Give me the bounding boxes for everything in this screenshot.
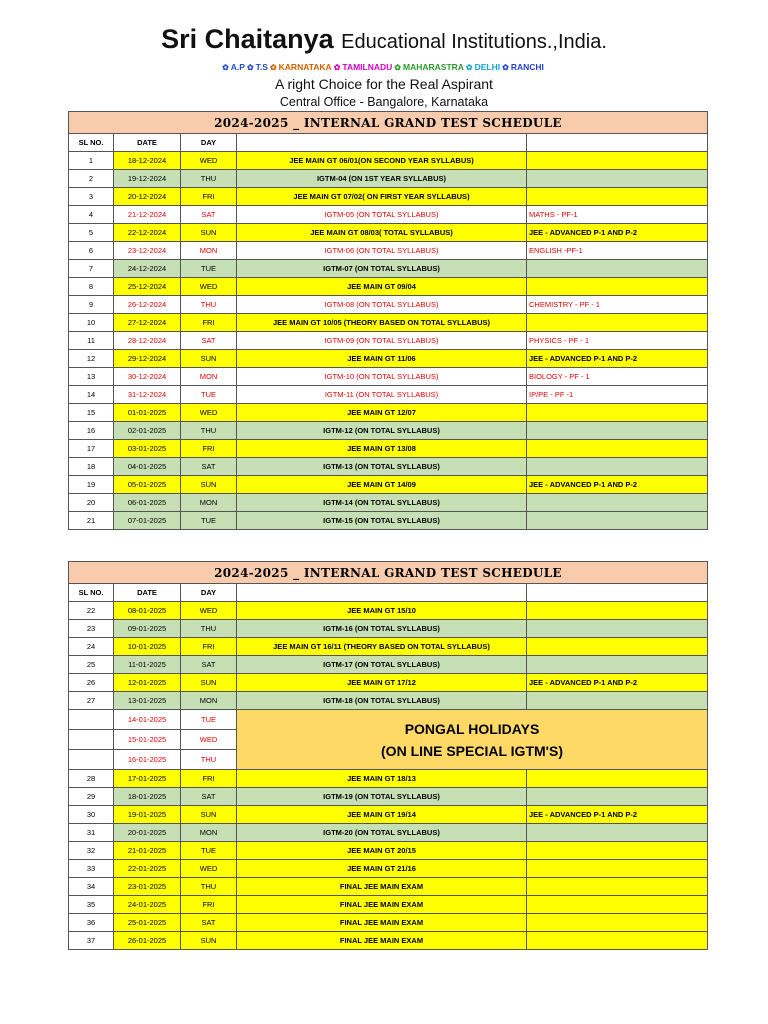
note-cell [527, 152, 708, 170]
test-cell: JEE MAIN GT 13/08 [237, 440, 527, 458]
day-cell: FRI [181, 440, 237, 458]
date-cell: 10-01-2025 [114, 638, 181, 656]
date-cell: 22-01-2025 [114, 860, 181, 878]
table-row [69, 188, 708, 206]
day-cell: SUN [181, 350, 237, 368]
note-cell [527, 422, 708, 440]
note-cell: ENGLISH -PF-1 [527, 242, 708, 260]
table-row [69, 386, 708, 404]
column-header-slno: SL NO. [69, 584, 114, 602]
date-cell: 24-12-2024 [114, 260, 181, 278]
day-cell: TUE [181, 386, 237, 404]
date-cell: 19-12-2024 [114, 170, 181, 188]
date-cell: 21-01-2025 [114, 842, 181, 860]
serial-number: 37 [69, 932, 114, 950]
note-cell [527, 440, 708, 458]
table-row [69, 692, 708, 710]
table-row [69, 860, 708, 878]
date-cell: 24-01-2025 [114, 896, 181, 914]
serial-number: 17 [69, 440, 114, 458]
test-cell: IGTM-12 (ON TOTAL SYLLABUS) [237, 422, 527, 440]
serial-number: 16 [69, 422, 114, 440]
date-cell: 13-01-2025 [114, 692, 181, 710]
note-cell: CHEMISTRY - PF - 1 [527, 296, 708, 314]
note-cell: IP/PE - PF -1 [527, 386, 708, 404]
test-cell: IGTM-07 (ON TOTAL SYLLABUS) [237, 260, 527, 278]
states-list [0, 61, 768, 74]
date-cell: 01-01-2025 [114, 404, 181, 422]
serial-number: 1 [69, 152, 114, 170]
table-row [69, 824, 708, 842]
note-cell: JEE - ADVANCED P-1 AND P-2 [527, 806, 708, 824]
day-cell: THU [181, 878, 237, 896]
day-cell: FRI [181, 188, 237, 206]
day-cell: FRI [181, 896, 237, 914]
day-cell: SAT [181, 332, 237, 350]
table-row [69, 224, 708, 242]
central-office: Central Office - Bangalore, Karnataka [279, 95, 489, 109]
day-cell: THU [181, 620, 237, 638]
date-cell: 03-01-2025 [114, 440, 181, 458]
note-cell [527, 896, 708, 914]
test-cell: IGTM-20 (ON TOTAL SYLLABUS) [237, 824, 527, 842]
day-cell: SAT [181, 206, 237, 224]
date-cell: 21-12-2024 [114, 206, 181, 224]
day-cell: WED [181, 602, 237, 620]
test-cell: JEE MAIN GT 17/12 [237, 674, 527, 692]
state-label: KARNATAKA [278, 62, 332, 72]
holiday-row [69, 710, 708, 730]
date-cell: 29-12-2024 [114, 350, 181, 368]
date-cell: 26-12-2024 [114, 296, 181, 314]
test-cell: JEE MAIN GT 21/16 [237, 860, 527, 878]
table-row [69, 674, 708, 692]
table-row [69, 656, 708, 674]
test-cell: IGTM-14 (ON TOTAL SYLLABUS) [237, 494, 527, 512]
day-cell: SAT [181, 656, 237, 674]
test-cell: IGTM-15 (ON TOTAL SYLLABUS) [237, 512, 527, 530]
note-cell [527, 314, 708, 332]
note-cell [527, 512, 708, 530]
note-cell [527, 278, 708, 296]
day-cell: THU [181, 170, 237, 188]
day-cell: FRI [181, 770, 237, 788]
test-cell: JEE MAIN GT 09/04 [237, 278, 527, 296]
note-cell: JEE - ADVANCED P-1 AND P-2 [527, 224, 708, 242]
table-row [69, 278, 708, 296]
table-title: 2024-2025 _ INTERNAL GRAND TEST SCHEDULE [69, 112, 708, 134]
table-row [69, 878, 708, 896]
day-cell: WED [181, 278, 237, 296]
serial-number [69, 730, 114, 750]
date-cell: 23-12-2024 [114, 242, 181, 260]
day-cell: WED [181, 730, 237, 750]
date-cell: 02-01-2025 [114, 422, 181, 440]
date-cell: 28-12-2024 [114, 332, 181, 350]
day-cell: MON [181, 692, 237, 710]
serial-number: 6 [69, 242, 114, 260]
state-label: MAHARASTRA [403, 62, 464, 72]
table-row [69, 350, 708, 368]
day-cell: FRI [181, 638, 237, 656]
note-cell [527, 494, 708, 512]
test-cell: FINAL JEE MAIN EXAM [237, 878, 527, 896]
note-cell [527, 770, 708, 788]
table-row [69, 932, 708, 950]
date-cell: 27-12-2024 [114, 314, 181, 332]
day-cell: TUE [181, 512, 237, 530]
table-row [69, 842, 708, 860]
serial-number: 11 [69, 332, 114, 350]
test-cell: IGTM-11 (ON TOTAL SYLLABUS) [237, 386, 527, 404]
date-cell: 15-01-2025 [114, 730, 181, 750]
serial-number: 25 [69, 656, 114, 674]
day-cell: MON [181, 494, 237, 512]
column-header-slno: SL NO. [69, 134, 114, 152]
serial-number: 15 [69, 404, 114, 422]
test-cell: IGTM-08 (ON TOTAL SYLLABUS) [237, 296, 527, 314]
day-cell: THU [181, 750, 237, 770]
serial-number: 27 [69, 692, 114, 710]
state-label: RANCHI [510, 62, 544, 72]
date-cell: 22-12-2024 [114, 224, 181, 242]
state-label: A.P [230, 62, 245, 72]
test-cell: IGTM-05 (ON TOTAL SYLLABUS) [237, 206, 527, 224]
table-row [69, 440, 708, 458]
table-row [69, 422, 708, 440]
serial-number: 14 [69, 386, 114, 404]
table-row [69, 620, 708, 638]
table-row [69, 476, 708, 494]
test-cell: JEE MAIN GT 19/14 [237, 806, 527, 824]
column-header-test [237, 134, 527, 152]
tagline: A right Choice for the Real Aspirant [275, 76, 493, 92]
serial-number: 34 [69, 878, 114, 896]
table-row [69, 260, 708, 278]
day-cell: MON [181, 242, 237, 260]
note-cell: JEE - ADVANCED P-1 AND P-2 [527, 476, 708, 494]
test-cell: IGTM-18 (ON TOTAL SYLLABUS) [237, 692, 527, 710]
date-cell: 26-01-2025 [114, 932, 181, 950]
table-row [69, 788, 708, 806]
test-cell: IGTM-06 (ON TOTAL SYLLABUS) [237, 242, 527, 260]
holiday-title: PONGAL HOLIDAYS [404, 720, 540, 737]
note-cell [527, 914, 708, 932]
table-row [69, 494, 708, 512]
serial-number: 12 [69, 350, 114, 368]
flower-icon: ✿ [465, 63, 473, 72]
serial-number: 31 [69, 824, 114, 842]
serial-number: 3 [69, 188, 114, 206]
day-cell: TUE [181, 710, 237, 730]
date-cell: 25-12-2024 [114, 278, 181, 296]
note-cell [527, 692, 708, 710]
serial-number: 23 [69, 620, 114, 638]
day-cell: MON [181, 368, 237, 386]
day-cell: MON [181, 824, 237, 842]
table-row [69, 404, 708, 422]
serial-number [69, 750, 114, 770]
day-cell: WED [181, 404, 237, 422]
note-cell [527, 860, 708, 878]
holiday-banner [237, 710, 708, 770]
date-cell: 23-01-2025 [114, 878, 181, 896]
test-cell: JEE MAIN GT 16/11 (THEORY BASED ON TOTAL SYLLABUS) [237, 638, 527, 656]
letterhead [0, 22, 768, 111]
date-cell: 25-01-2025 [114, 914, 181, 932]
serial-number: 28 [69, 770, 114, 788]
test-cell: JEE MAIN GT 12/07 [237, 404, 527, 422]
date-cell: 06-01-2025 [114, 494, 181, 512]
note-cell [527, 188, 708, 206]
serial-number: 2 [69, 170, 114, 188]
flower-icon: ✿ [502, 63, 509, 72]
date-cell: 31-12-2024 [114, 386, 181, 404]
column-header-day: DAY [181, 134, 237, 152]
serial-number: 26 [69, 674, 114, 692]
note-cell [527, 842, 708, 860]
test-cell: JEE MAIN GT 14/09 [237, 476, 527, 494]
serial-number: 24 [69, 638, 114, 656]
day-cell: SAT [181, 914, 237, 932]
serial-number: 13 [69, 368, 114, 386]
serial-number: 10 [69, 314, 114, 332]
note-cell: PHYSICS - PF - 1 [527, 332, 708, 350]
table-row [69, 314, 708, 332]
table-row [69, 332, 708, 350]
serial-number: 18 [69, 458, 114, 476]
date-cell: 14-01-2025 [114, 710, 181, 730]
table-row [69, 170, 708, 188]
test-cell: FINAL JEE MAIN EXAM [237, 932, 527, 950]
note-cell [527, 458, 708, 476]
table-row [69, 242, 708, 260]
day-cell: WED [181, 860, 237, 878]
serial-number: 36 [69, 914, 114, 932]
date-cell: 09-01-2025 [114, 620, 181, 638]
schedule-table-2 [68, 561, 708, 950]
table-row [69, 914, 708, 932]
table-row [69, 512, 708, 530]
note-cell [527, 788, 708, 806]
note-cell [527, 602, 708, 620]
test-cell: FINAL JEE MAIN EXAM [237, 914, 527, 932]
day-cell: SAT [181, 458, 237, 476]
date-cell: 18-01-2025 [114, 788, 181, 806]
day-cell: SUN [181, 932, 237, 950]
note-cell: JEE - ADVANCED P-1 AND P-2 [527, 674, 708, 692]
test-cell: IGTM-13 (ON TOTAL SYLLABUS) [237, 458, 527, 476]
state-label: T.S [255, 62, 268, 72]
date-cell: 07-01-2025 [114, 512, 181, 530]
date-cell: 17-01-2025 [114, 770, 181, 788]
serial-number: 35 [69, 896, 114, 914]
table-row [69, 602, 708, 620]
column-header-day: DAY [181, 584, 237, 602]
date-cell: 05-01-2025 [114, 476, 181, 494]
serial-number: 19 [69, 476, 114, 494]
note-cell [527, 932, 708, 950]
flower-icon: ✿ [246, 63, 254, 72]
table-row [69, 896, 708, 914]
serial-number: 4 [69, 206, 114, 224]
test-cell: JEE MAIN GT 15/10 [237, 602, 527, 620]
date-cell: 11-01-2025 [114, 656, 181, 674]
note-cell [527, 260, 708, 278]
brand-suffix: Educational Institutions.,India. [341, 31, 607, 53]
schedule-table-1 [68, 111, 708, 530]
table-row [69, 638, 708, 656]
table-row [69, 806, 708, 824]
test-cell: JEE MAIN GT 18/13 [237, 770, 527, 788]
test-cell: IGTM-09 (ON TOTAL SYLLABUS) [237, 332, 527, 350]
note-cell [527, 878, 708, 896]
date-cell: 30-12-2024 [114, 368, 181, 386]
serial-number: 20 [69, 494, 114, 512]
table-row [69, 770, 708, 788]
day-cell: TUE [181, 842, 237, 860]
serial-number: 33 [69, 860, 114, 878]
flower-icon: ✿ [269, 63, 277, 72]
institution-name [0, 22, 768, 59]
note-cell [527, 170, 708, 188]
column-header-note [527, 134, 708, 152]
serial-number [69, 710, 114, 730]
state-label: TAMILNADU [342, 62, 393, 72]
test-cell: JEE MAIN GT 20/15 [237, 842, 527, 860]
note-cell [527, 620, 708, 638]
day-cell: SUN [181, 806, 237, 824]
table-row [69, 368, 708, 386]
flower-icon: ✿ [333, 63, 341, 72]
day-cell: SAT [181, 788, 237, 806]
day-cell: THU [181, 422, 237, 440]
serial-number: 8 [69, 278, 114, 296]
note-cell: JEE - ADVANCED P-1 AND P-2 [527, 350, 708, 368]
date-cell: 16-01-2025 [114, 750, 181, 770]
test-cell: FINAL JEE MAIN EXAM [237, 896, 527, 914]
day-cell: SUN [181, 674, 237, 692]
note-cell [527, 638, 708, 656]
date-cell: 19-01-2025 [114, 806, 181, 824]
date-cell: 18-12-2024 [114, 152, 181, 170]
column-header-date: DATE [114, 584, 181, 602]
test-cell: JEE MAIN GT 11/06 [237, 350, 527, 368]
serial-number: 7 [69, 260, 114, 278]
day-cell: FRI [181, 314, 237, 332]
table-title: 2024-2025 _ INTERNAL GRAND TEST SCHEDULE [69, 562, 708, 584]
state-label: DELHI [474, 62, 501, 72]
day-cell: WED [181, 152, 237, 170]
test-cell: IGTM-10 (ON TOTAL SYLLABUS) [237, 368, 527, 386]
table-row [69, 152, 708, 170]
holiday-subtitle: (ON LINE SPECIAL IGTM'S) [381, 742, 563, 759]
column-header-test [237, 584, 527, 602]
note-cell [527, 404, 708, 422]
day-cell: SUN [181, 224, 237, 242]
date-cell: 04-01-2025 [114, 458, 181, 476]
table-row [69, 206, 708, 224]
test-cell: IGTM-04 (ON 1ST YEAR SYLLABUS) [237, 170, 527, 188]
day-cell: TUE [181, 260, 237, 278]
day-cell: SUN [181, 476, 237, 494]
serial-number: 22 [69, 602, 114, 620]
note-cell: BIOLOGY - PF - 1 [527, 368, 708, 386]
serial-number: 21 [69, 512, 114, 530]
date-cell: 12-01-2025 [114, 674, 181, 692]
note-cell [527, 824, 708, 842]
table-row [69, 458, 708, 476]
serial-number: 30 [69, 806, 114, 824]
date-cell: 08-01-2025 [114, 602, 181, 620]
test-cell: IGTM-17 (ON TOTAL SYLLABUS) [237, 656, 527, 674]
test-cell: JEE MAIN GT 07/02( ON FIRST YEAR SYLLABUS) [237, 188, 527, 206]
flower-icon: ✿ [394, 63, 401, 72]
serial-number: 29 [69, 788, 114, 806]
brand-name: Sri Chaitanya [161, 24, 334, 54]
day-cell: THU [181, 296, 237, 314]
date-cell: 20-12-2024 [114, 188, 181, 206]
column-header-date: DATE [114, 134, 181, 152]
column-header-note [527, 584, 708, 602]
test-cell: JEE MAIN GT 10/05 (THEORY BASED ON TOTAL SYLLABUS) [237, 314, 527, 332]
serial-number: 32 [69, 842, 114, 860]
test-cell: IGTM-19 (ON TOTAL SYLLABUS) [237, 788, 527, 806]
test-cell: IGTM-16 (ON TOTAL SYLLABUS) [237, 620, 527, 638]
test-cell: JEE MAIN GT 06/01(ON SECOND YEAR SYLLABUS) [237, 152, 527, 170]
date-cell: 20-01-2025 [114, 824, 181, 842]
note-cell: MATHS - PF-1 [527, 206, 708, 224]
serial-number: 5 [69, 224, 114, 242]
flower-icon: ✿ [222, 63, 229, 72]
test-cell: JEE MAIN GT 08/03( TOTAL SYLLABUS) [237, 224, 527, 242]
note-cell [527, 656, 708, 674]
table-row [69, 296, 708, 314]
serial-number: 9 [69, 296, 114, 314]
